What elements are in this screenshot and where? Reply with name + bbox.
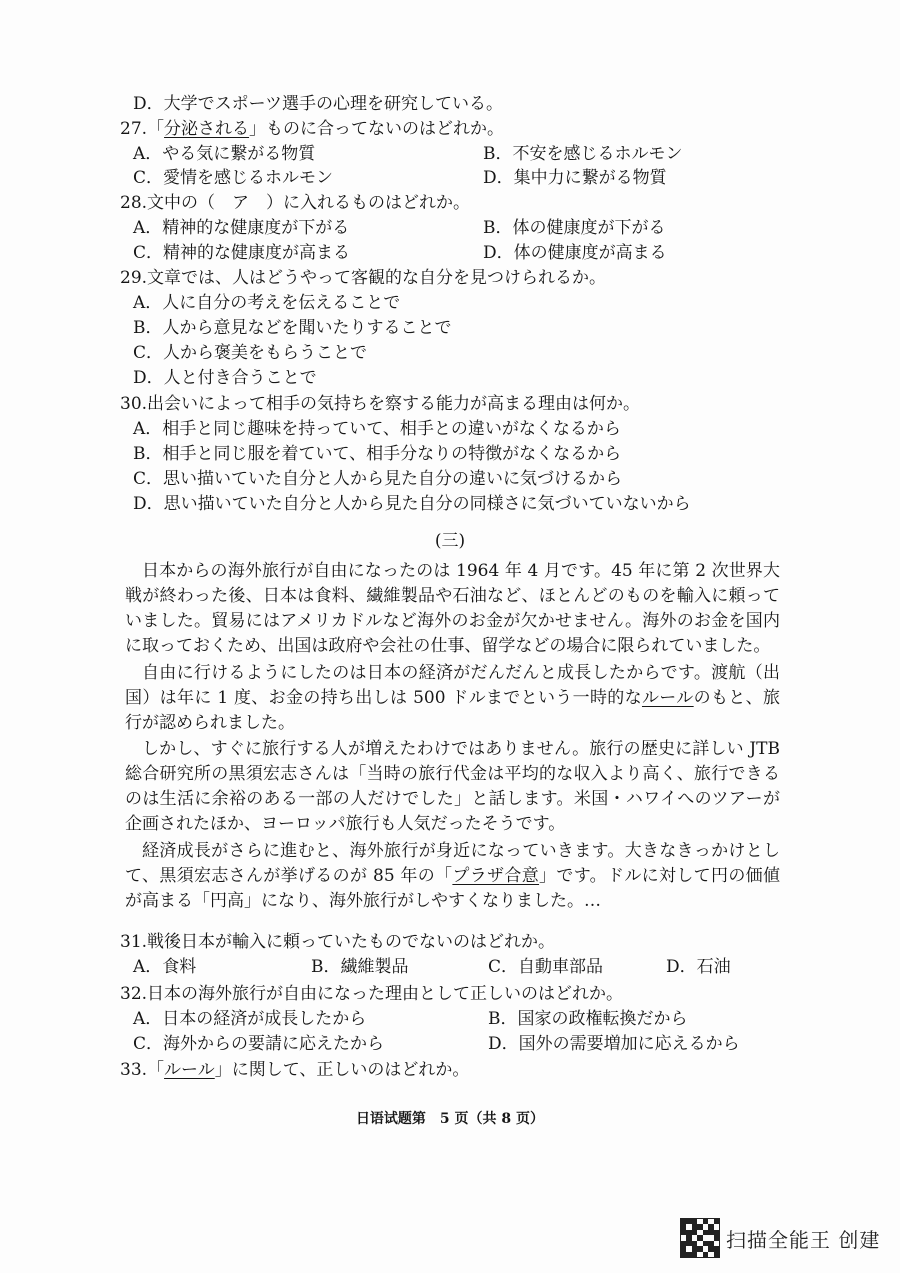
q29-stem: 29.文章では、人はどうやって客観的な自分を見つけられるか。: [120, 268, 607, 288]
q29-option-a: A．人に自分の考えを伝えることで: [133, 293, 401, 313]
q32-option-b: B．国家の政権転換だから: [488, 1009, 688, 1029]
q31-option-a: A．食料: [133, 957, 197, 977]
q26-option-d: D．大学でスポーツ選手の心理を研究している。: [133, 94, 503, 114]
q30-number: 30.: [120, 394, 148, 414]
page-footer: 日语试题第 5 页（共 8 页）: [355, 1111, 545, 1127]
q27-option-c: C．愛情を感じるホルモン: [133, 168, 334, 188]
passage-paragraph-2: 自由に行けるようにしたのは日本の経済がだんだんと成長したからです。渡航（出国）は年に 1 度、お金の持ち出しは 500 ドルまでという一時的なルールのもと、旅行が認められました。: [125, 663, 780, 733]
q28-option-a: A．精神的な健康度が下がる: [133, 218, 350, 238]
passage-underlined-rule: ルール: [641, 688, 694, 708]
q31-option-b: B．繊維製品: [311, 957, 409, 977]
section-heading: (三): [434, 531, 466, 551]
q30-option-a: A．相手と同じ趣味を持っていて、相手との違いがなくなるから: [133, 419, 621, 439]
q29-option-b: B．人から意見などを聞いたりすることで: [133, 318, 452, 338]
watermark-text: 扫描全能王 创建: [726, 1227, 881, 1252]
q29-option-c: C．人から褒美をもらうことで: [133, 343, 368, 363]
q31-number: 31.: [120, 932, 148, 952]
q30-option-b: B．相手と同じ服を着ていて、相手分なりの特徴がなくなるから: [133, 444, 622, 464]
q28-option-b: B．体の健康度が下がる: [483, 218, 666, 238]
q28-number: 28.: [120, 193, 148, 213]
q27-option-a: A．やる気に繋がる物質: [133, 144, 316, 164]
q28-option-c: C．精神的な健康度が高まる: [133, 243, 351, 263]
q33-underlined-term: ルール: [164, 1060, 215, 1080]
q28-option-d: D．体の健康度が高まる: [483, 243, 667, 263]
passage-paragraph-3: しかし、すぐに旅行する人が増えたわけではありません。旅行の歴史に詳しい JTB 総合研究所の黒須宏志さんは「当時の旅行代金は平均的な収入より高く、旅行できるのは生活に余裕のある一部の人だけでした」と話します。米国・ハワイへのツアーが企画されたほか、ヨーロッパ旅行も人気だったそうです。: [125, 739, 780, 834]
q30-option-d: D．思い描いていた自分と人から見た自分の同様さに気づいていないから: [133, 494, 691, 514]
q31-option-c: C．自動車部品: [488, 957, 604, 977]
q32-option-d: D．国外の需要増加に応えるから: [488, 1034, 740, 1054]
q27-stem: 27.「分泌される」ものに合ってないのはどれか。: [120, 119, 505, 139]
q32-option-c: C．海外からの要請に応えたから: [133, 1034, 385, 1054]
q32-stem: 32.日本の海外旅行が自由になった理由として正しいのはどれか。: [120, 984, 624, 1004]
q27-option-d: D．集中力に繋がる物質: [483, 168, 667, 188]
q27-underlined-term: 分泌される: [164, 119, 250, 139]
q27-number: 27.: [120, 119, 148, 139]
q31-stem: 31.戦後日本が輸入に頼っていたものでないのはどれか。: [120, 932, 556, 952]
q29-option-d: D．人と付き合うことで: [133, 368, 317, 388]
q28-stem: 28.文中の（ ア ）に入れるものはどれか。: [120, 193, 471, 213]
passage-paragraph-1: 日本からの海外旅行が自由になったのは 1964 年 4 月です。45 年に第 2 次世界大戦が終わった後、日本は食料、繊維製品や石油など、ほとんどのものを輸入に頼っていました。貿易にはアメリカドルなど海外のお金が欠かせません。海外のお金を国内に取っておくため、出国は政府や会社の仕事、留学などの場合に限られていました。: [125, 561, 781, 656]
q29-number: 29.: [120, 268, 148, 288]
q33-stem: 33.「ルール」に関して、正しいのはどれか。: [120, 1060, 470, 1080]
scanner-watermark: [680, 1218, 880, 1258]
q32-option-a: A．日本の経済が成長したから: [133, 1009, 367, 1029]
passage-underlined-plaza-accord: プラザ合意: [452, 866, 540, 886]
q33-number: 33.: [120, 1060, 148, 1080]
q27-option-b: B．不安を感じるホルモン: [483, 144, 683, 164]
q30-stem: 30.出会いによって相手の気持ちを察する能力が高まる理由は何か。: [120, 394, 641, 414]
q32-number: 32.: [120, 984, 148, 1004]
q31-option-d: D．石油: [666, 957, 731, 977]
qr-code-icon: [680, 1218, 720, 1258]
q30-option-c: C．思い描いていた自分と人から見た自分の違いに気づけるから: [133, 469, 623, 489]
passage-paragraph-4: 経済成長がさらに進むと、海外旅行が身近になっていきます。大きなきっかけとして、黒須宏志さんが挙げるのが 85 年の「プラザ合意」です。ドルに対して円の価値が高まる「円高」になり、海外旅行がしやすくなりました。…: [125, 841, 780, 911]
